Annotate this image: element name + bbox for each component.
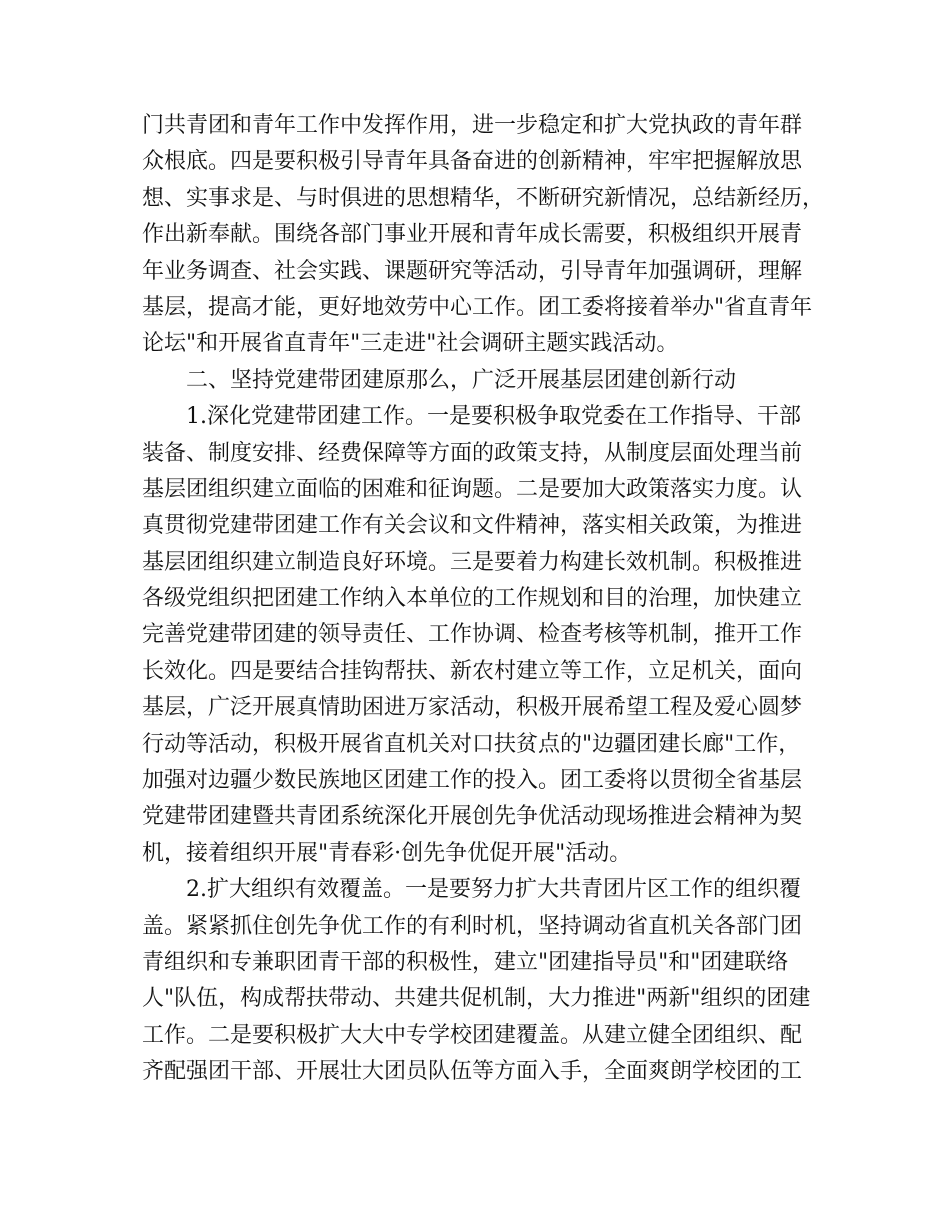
paragraph-start-line: 2.扩大组织有效覆盖。一是要努力扩大共青团片区工作的组织覆 [186, 877, 801, 903]
text-line: 作出新奉献。围绕各部门事业开展和青年成长需要，积极组织开展青 [142, 222, 803, 248]
document-body [142, 108, 825, 1091]
text-line: 党建带团建暨共青团系统深化开展创先争优活动现场推进会精神为契 [142, 804, 803, 830]
text-line: 想、实事求是、与时俱进的思想精华，不断研究新情况，总结新经历， [142, 185, 825, 211]
text-line: 基层，提高才能，更好地效劳中心工作。团工委将接着举办"省直青年 [142, 294, 813, 320]
text-line: 加强对边疆少数民族地区团建工作的投入。团工委将以贯彻全省基层 [142, 768, 803, 794]
text-line: 基层团组织建立面临的困难和征询题。二是要加大政策落实力度。认 [142, 476, 803, 502]
text-line: 众根底。四是要积极引导青年具备奋进的创新精神，牢牢把握解放思 [142, 149, 803, 175]
text-line: 各级党组织把团建工作纳入本单位的工作规划和目的治理，加快建立 [142, 586, 803, 612]
text-line: 装备、制度安排、经费保障等方面的政策支持，从制度层面处理当前 [142, 440, 803, 466]
text-line: 基层团组织建立制造良好环境。三是要着力构建长效机制。积极推进 [142, 549, 803, 575]
text-line: 工作。二是要积极扩大大中专学校团建覆盖。从建立健全团组织、配 [142, 1022, 803, 1048]
text-line: 年业务调查、社会实践、课题研究等活动，引导青年加强调研，理解 [142, 258, 803, 284]
text-line: 齐配强团干部、开展壮大团员队伍等方面入手，全面爽朗学校团的工 [142, 1059, 803, 1085]
text-line: 门共青团和青年工作中发挥作用，进一步稳定和扩大党执政的青年群 [142, 113, 803, 138]
text-line: 基层，广泛开展真情助困进万家活动，积极开展希望工程及爱心圆梦 [142, 695, 803, 721]
text-line: 真贯彻党建带团建工作有关会议和文件精神，落实相关政策，为推进 [142, 513, 803, 539]
text-line: 青组织和专兼职团青干部的积极性，建立"团建指导员"和"团建联络 [142, 949, 789, 975]
text-line: 机，接着组织开展"青春彩·创先争优促开展"活动。 [142, 840, 632, 866]
section-heading: 二、坚持党建带团建原那么，广泛开展基层团建创新行动 [186, 367, 737, 393]
text-line: 完善党建带团建的领导责任、工作协调、检查考核等机制，推开工作 [142, 622, 803, 648]
text-line: 盖。紧紧抓住创先争优工作的有利时机，坚持调动省直机关各部门团 [142, 913, 803, 939]
text-line: 论坛"和开展省直青年"三走进"社会调研主题实践活动。 [142, 331, 679, 357]
text-line: 行动等活动，积极开展省直机关对口扶贫点的"边疆团建长廊"工作， [142, 731, 801, 757]
text-line: 长效化。四是要结合挂钩帮扶、新农村建立等工作，立足机关，面向 [142, 658, 803, 684]
paragraph-start-line: 1.深化党建带团建工作。一是要积极争取党委在工作指导、干部 [186, 404, 801, 430]
text-line: 人"队伍，构成帮扶带动、共建共促机制，大力推进"两新"组织的团建 [142, 986, 811, 1012]
